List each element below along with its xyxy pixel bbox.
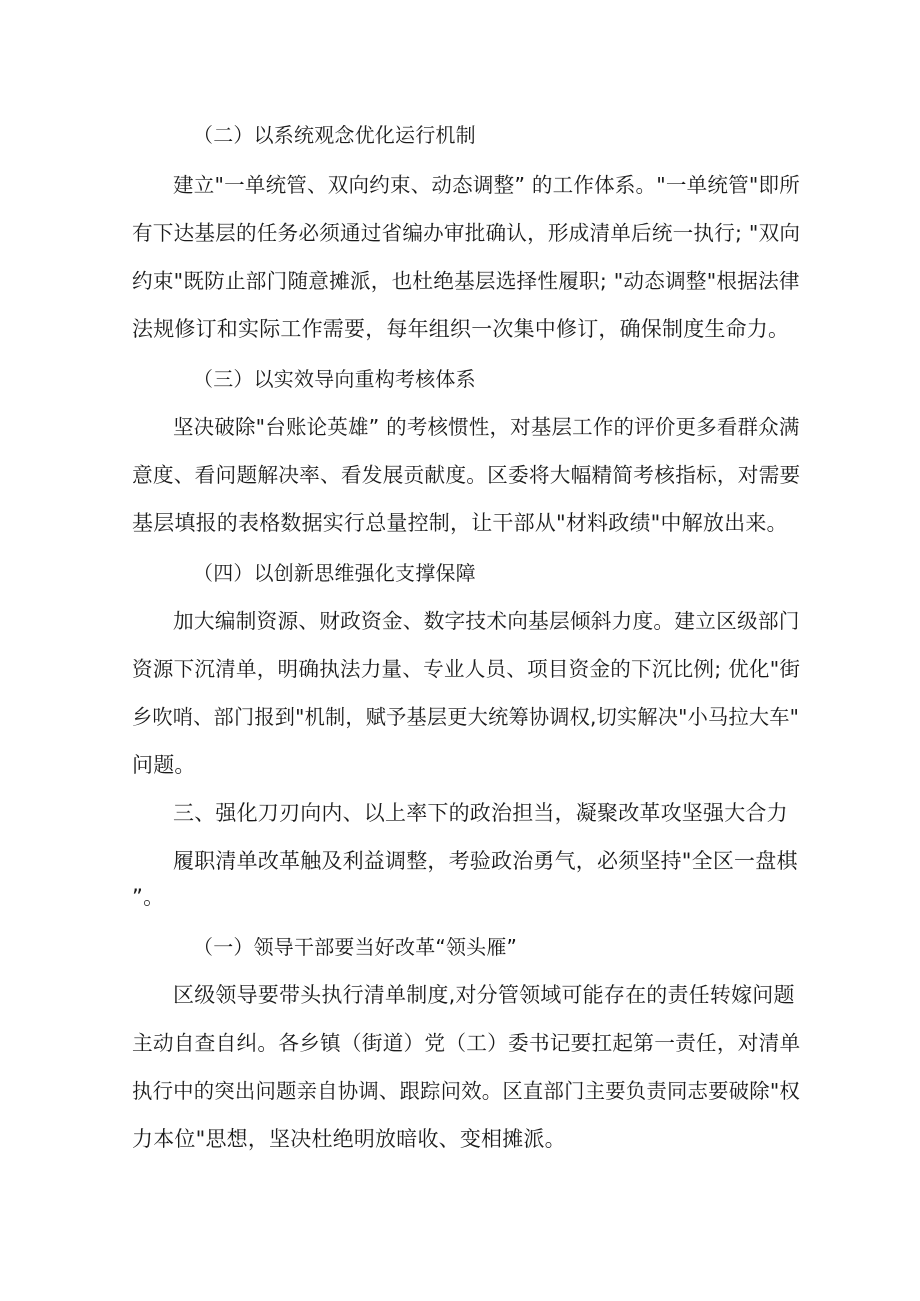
paragraph-line: 主动自查自纠。各乡镇（街道）党（工）委书记要扛起第一责任，对清单: [132, 1031, 801, 1055]
paragraph-line: 坚决破除"台账论英雄” 的考核惯性，对基层工作的评价更多看群众满: [173, 415, 800, 439]
paragraph-line: 区级领导要带头执行清单制度,对分管领域可能存在的责任转嫁问题: [173, 983, 795, 1007]
section-heading: （四）以创新思维强化支撑保障: [193, 561, 476, 585]
paragraph-line: 乡吹哨、部门报到"机制，赋予基层更大统筹协调权,切实解决"小马拉大车": [132, 705, 800, 729]
paragraph-line: ”。: [132, 885, 165, 909]
part-heading: 三、强化刀刃向内、以上率下的政治担当，凝聚改革攻坚强大合力: [173, 801, 788, 825]
paragraph-line: 基层填报的表格数据实行总量控制，让干部从"材料政绩"中解放出来。: [132, 511, 788, 535]
paragraph-line: 履职清单改革触及利益调整，考验政治勇气，必须坚持"全区一盘棋: [173, 849, 798, 873]
paragraph-line: 建立"一单统管、双向约束、动态调整” 的工作体系。"一单统管"即所: [173, 173, 800, 197]
paragraph-line: 法规修订和实际工作需要，每年组织一次集中修订，确保制度生命力。: [132, 317, 790, 341]
paragraph-line: 资源下沉清单，明确执法力量、专业人员、项目资金的下沉比例; 优化"街: [132, 657, 801, 681]
paragraph-line: 问题。: [132, 753, 196, 777]
section-heading: （二）以系统观念优化运行机制: [193, 123, 476, 147]
paragraph-line: 意度、看问题解决率、看发展贡献度。区委将大幅精简考核指标，对需要: [132, 463, 801, 487]
section-heading: （三）以实效导向重构考核体系: [193, 367, 476, 391]
paragraph-line: 加大编制资源、财政资金、数字技术向基层倾斜力度。建立区级部门: [173, 609, 800, 633]
section-heading: （一）领导干部要当好改革“领头雁”: [193, 935, 518, 959]
paragraph-line: 有下达基层的任务必须通过省编办审批确认，形成清单后统一执行; "双向: [132, 221, 801, 245]
paragraph-line: 执行中的突出问题亲自协调、跟踪问效。区直部门主要负责同志要破除"权: [132, 1079, 800, 1103]
paragraph-line: 力本位"思想，坚决杜绝明放暗收、变相摊派。: [132, 1127, 566, 1151]
paragraph-line: 约束"既防止部门随意摊派，也杜绝基层选择性履职; "动态调整"根据法律: [132, 269, 800, 293]
